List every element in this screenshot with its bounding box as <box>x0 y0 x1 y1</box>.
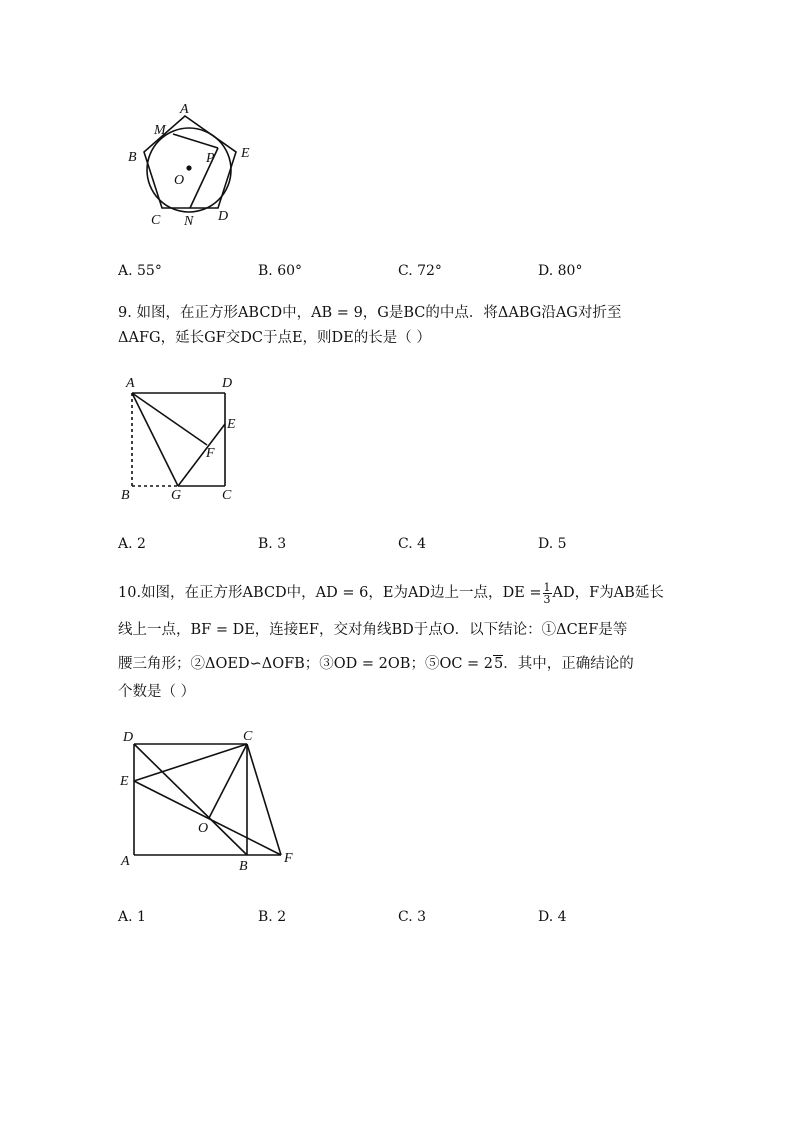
label-d: D <box>218 209 229 224</box>
label-b: B <box>128 150 137 165</box>
label-c: C <box>222 488 232 503</box>
q9-option-d[interactable]: D. 5 <box>538 536 567 552</box>
fraction-denominator: 3 <box>543 592 551 606</box>
q10-text-line3a: 腰三角形；②ΔOED∽ΔOFB；③OD = 2OB；⑤OC = 2 <box>118 656 494 672</box>
label-f: F <box>206 446 215 461</box>
fraction-one-third <box>543 582 552 605</box>
label-g: G <box>171 488 182 503</box>
label-e: E <box>241 146 250 161</box>
segment-ge <box>178 424 225 486</box>
label-b: B <box>239 859 248 874</box>
label-d: D <box>123 730 134 745</box>
q9-stem-line2: ΔAFG，延长GF交DC于点E，则DE的长是（ ） <box>118 330 431 346</box>
label-o: O <box>198 821 209 836</box>
q9-text-line1: 如图，在正方形ABCD中，AB = 9，G是BC的中点．将ΔABG沿AG对折至 <box>136 305 622 321</box>
label-m: M <box>154 123 166 138</box>
q10-stem-line4: 个数是（ ） <box>118 684 196 700</box>
label-a: A <box>121 854 130 869</box>
q10-option-d[interactable]: D. 4 <box>538 909 567 925</box>
q8-option-a[interactable]: A. 55° <box>118 263 162 279</box>
label-a: A <box>180 102 189 117</box>
label-c: C <box>243 729 253 744</box>
q9-number: 9. <box>118 305 132 321</box>
q10-stem-line1 <box>118 581 664 605</box>
q8-figure-pentagon-circle <box>118 98 268 233</box>
q8-option-c[interactable]: C. 72° <box>398 263 442 279</box>
q9-option-a[interactable]: A. 2 <box>118 536 146 552</box>
segment-cf <box>247 744 281 855</box>
q9-option-c[interactable]: C. 4 <box>398 536 427 552</box>
q10-text-line1b: AD，F为AB延长 <box>552 585 664 601</box>
label-c: C <box>151 213 161 228</box>
q10-option-a[interactable]: A. 1 <box>118 909 146 925</box>
q10-stem-line2: 线上一点，BF = DE，连接EF，交对角线BD于点O．以下结论：①ΔCEF是等 <box>118 622 628 638</box>
q10-de-expr: DE = <box>502 585 542 601</box>
label-n: N <box>184 214 194 229</box>
label-a: A <box>126 376 135 391</box>
fraction-numerator: 1 <box>543 580 551 594</box>
q8-option-d[interactable]: D. 80° <box>538 263 583 279</box>
q10-text-line1a: 如图，在正方形ABCD中，AD = 6，E为AD边上一点， <box>141 585 503 601</box>
q9-option-b[interactable]: B. 3 <box>258 536 287 552</box>
sqrt-five: 5 <box>494 656 504 672</box>
center-point-o <box>187 166 191 170</box>
q10-figure-square <box>114 724 304 876</box>
segment-ef <box>134 781 281 855</box>
segment-ag <box>132 393 178 486</box>
diagonal-db <box>134 744 247 855</box>
label-d: D <box>222 376 233 391</box>
label-e: E <box>227 417 236 432</box>
q10-option-b[interactable]: B. 2 <box>258 909 287 925</box>
label-p: P <box>206 151 215 166</box>
label-o: O <box>174 173 185 188</box>
q10-stem-line3 <box>118 652 634 673</box>
q8-option-b[interactable]: B. 60° <box>258 263 303 279</box>
q9-stem-line1 <box>118 301 621 322</box>
q10-text-line3b: ．其中，正确结论的 <box>503 656 634 672</box>
q10-number: 10. <box>118 585 142 601</box>
segment-mp <box>173 134 218 148</box>
label-b: B <box>121 488 130 503</box>
label-e: E <box>120 774 129 789</box>
label-f: F <box>284 851 293 866</box>
q9-figure-square <box>114 372 244 504</box>
q10-option-c[interactable]: C. 3 <box>398 909 427 925</box>
segment-af <box>132 393 207 445</box>
